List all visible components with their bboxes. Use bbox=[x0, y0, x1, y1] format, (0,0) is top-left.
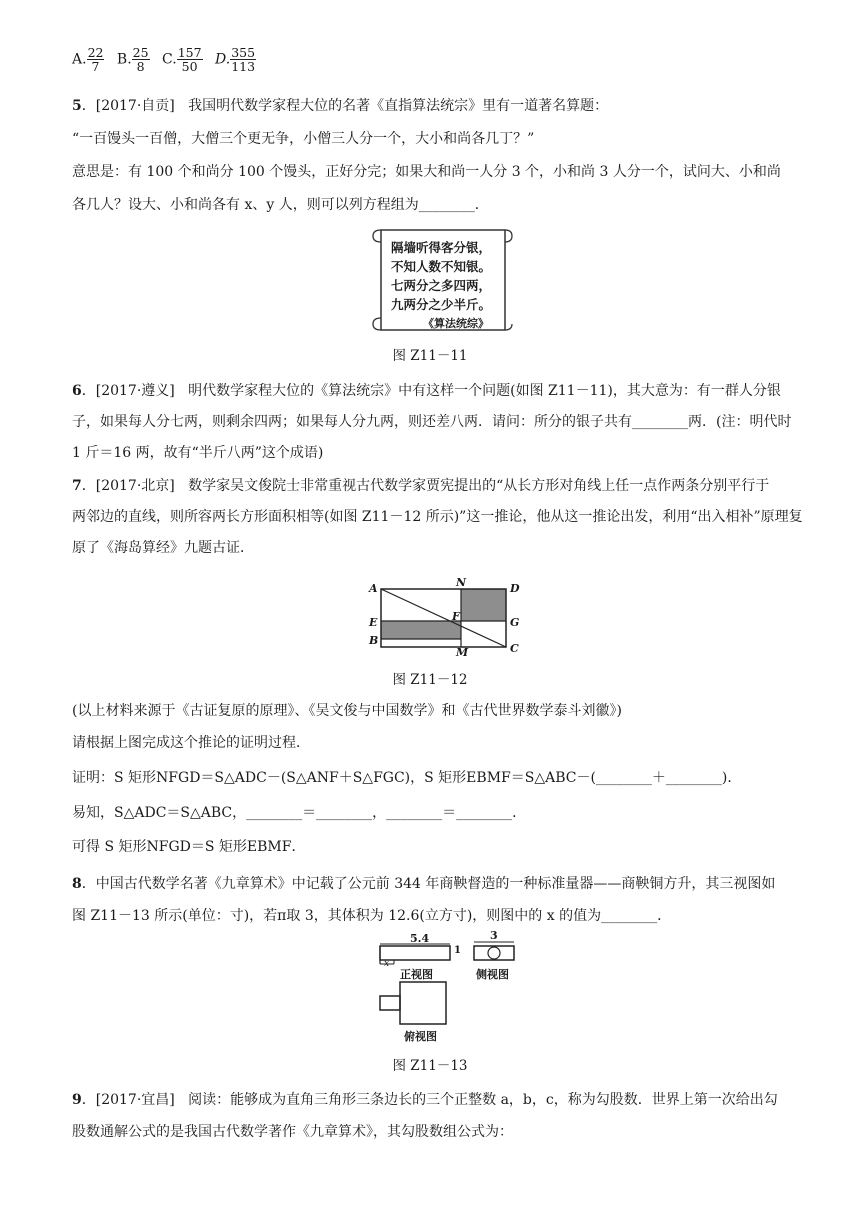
proof-line-3: 可得 S 矩形NFGD＝S 矩形EBMF． bbox=[72, 839, 306, 855]
point-label-e: E bbox=[369, 616, 378, 629]
question-5-header: 5．[2017·自贡] 我国明代数学家程大位的名著《直指算法统宗》里有一道著名算题： bbox=[72, 98, 609, 114]
question-7-text: 两邻边的直线，则所容两长方形面积相等(如图 Z11－12 所示)”这一推论，他从这一推论出发，利用“出入相补”原理复 bbox=[72, 509, 803, 525]
point-label-b: B bbox=[369, 634, 379, 647]
question-9-text: 股数通解公式的是我国古代数学著作《九章算术》，其勾股数组公式为： bbox=[72, 1124, 513, 1140]
figure-caption-13: 图 Z11－13 bbox=[392, 1058, 468, 1074]
question-6-header: 6．[2017·遵义] 明代数学家程大位的《算法统宗》中有这样一个问题(如图 Z11－11)，其大意为：有一群人分银 bbox=[72, 383, 781, 399]
question-7-text: 原了《海岛算经》九题古证． bbox=[72, 540, 254, 556]
proof-line-2: 易知，S△ADC＝S△ABC，________＝________，________＝________． bbox=[72, 805, 527, 821]
dim-length: 5.4 bbox=[410, 932, 430, 945]
option-c[interactable]: C. $\frac{157}{50}$ bbox=[162, 45, 202, 74]
point-label-c: C bbox=[510, 642, 519, 655]
proof-line-1: 证明：S 矩形NFGD＝S△ADC－(S△ANF＋S△FGC)，S 矩形EBMF＝S△ABC－(________＋________)． bbox=[72, 770, 742, 786]
dim-x: x bbox=[384, 959, 390, 969]
rectangle-figure bbox=[366, 576, 522, 660]
dim-width: 3 bbox=[490, 929, 498, 942]
question-8-header: 8．中国古代数学名著《九章算术》中记载了公元前 344 年商鞅督造的一种标准量器——商鞅铜方升，其三视图如 bbox=[72, 876, 776, 892]
question-6-text: 子，如果每人分七两，则剩余四两；如果每人分九两，则还差八两．请问：所分的银子共有________两．(注：明代时 bbox=[72, 414, 792, 430]
point-label-n: N bbox=[456, 576, 467, 589]
point-label-f: F bbox=[452, 610, 460, 623]
figure-caption-11: 图 Z11－11 bbox=[392, 348, 468, 364]
question-9-header: 9．[2017·宜昌] 阅读：能够成为直角三角形三条边长的三个正整数 a，b，c，称为勾股数．世界上第一次给出勾 bbox=[72, 1092, 778, 1108]
question-7-header: 7．[2017·北京] 数学家吴文俊院士非常重视古代数学家贾宪提出的“从长方形对角线上任一点作两条分别平行于 bbox=[72, 478, 770, 494]
top-view-label: 俯视图 bbox=[404, 1030, 437, 1043]
question-5-verse: “一百馒头一百僧，大僧三个更无争，小僧三人分一个，大小和尚各几丁？” bbox=[72, 131, 535, 147]
dim-height: 1 bbox=[454, 945, 461, 956]
question-8-text: 图 Z11－13 所示(单位：寸)，若π取 3，其体积为 12.6(立方寸)，则图中的 x 的值为________． bbox=[72, 908, 672, 924]
figure-caption-12: 图 Z11－12 bbox=[392, 672, 468, 688]
point-label-g: G bbox=[510, 616, 520, 629]
answer-options bbox=[72, 46, 264, 73]
three-views-diagram bbox=[372, 934, 520, 1046]
front-view-label: 正视图 bbox=[400, 968, 433, 981]
proof-instruction: 请根据上图完成这个推论的证明过程． bbox=[72, 735, 310, 751]
option-d[interactable]: D. $\frac{355}{113}$ bbox=[215, 45, 256, 74]
question-5-text: 各几人？设大、小和尚各有 x、y 人，则可以列方程组为________． bbox=[72, 197, 489, 213]
side-view-label: 侧视图 bbox=[476, 968, 509, 981]
material-source: (以上材料来源于《古证复原的原理》、《吴文俊与中国数学》和《古代世界数学泰斗刘徽》) bbox=[72, 703, 622, 719]
point-label-d: D bbox=[510, 582, 520, 595]
poem-text: 隔墙听得客分银， 不知人数不知银。 七两分之多四两， 九两分之少半斤。 《算法统综》 bbox=[391, 240, 492, 330]
point-label-m: M bbox=[456, 646, 469, 659]
question-6-text: 1 斤＝16 两，故有“半斤八两”这个成语) bbox=[72, 445, 324, 461]
scroll-figure bbox=[371, 224, 513, 336]
point-label-a: A bbox=[369, 582, 378, 595]
three-views-figure bbox=[372, 929, 520, 1046]
option-a[interactable]: A. $\frac{22}{7}$ bbox=[72, 45, 104, 74]
option-b[interactable]: B. $\frac{25}{8}$ bbox=[116, 45, 149, 74]
question-5-text: 意思是：有 100 个和尚分 100 个馒头，正好分完；如果大和尚一人分 3 个，小和尚 3 人分一个，试问大、小和尚 bbox=[72, 164, 781, 180]
rectangle-diagram bbox=[366, 576, 522, 660]
